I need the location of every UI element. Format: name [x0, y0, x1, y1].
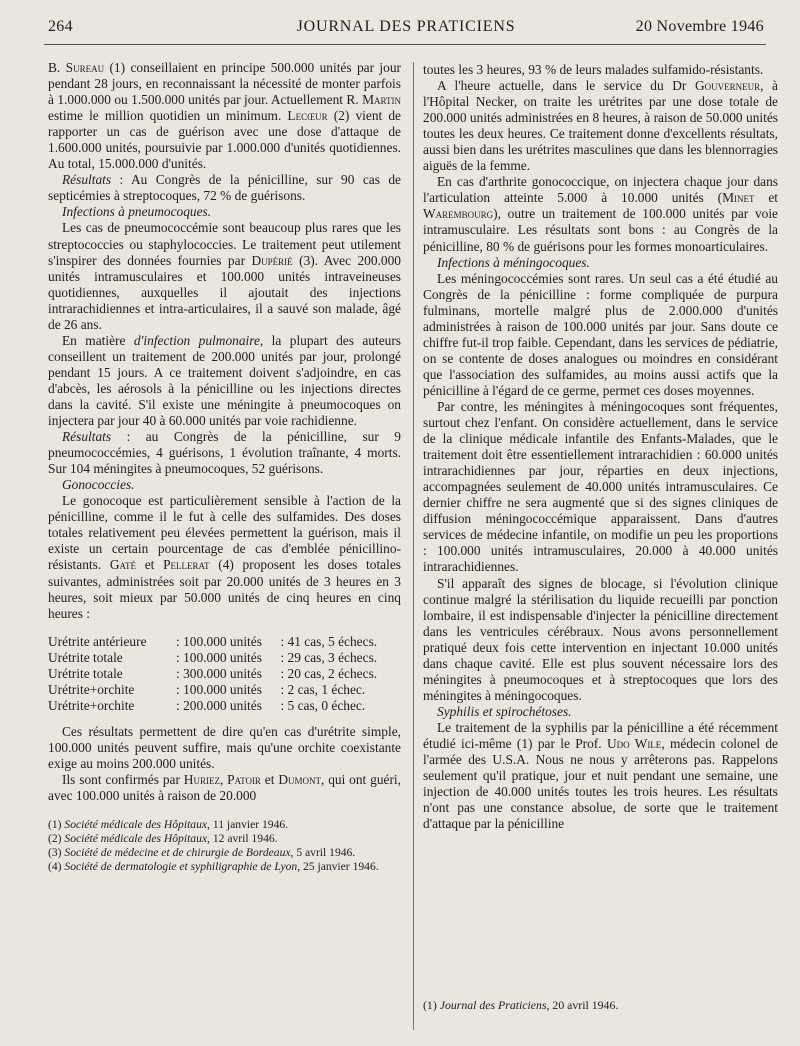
results-paragraph: Résultats : au Congrès de la pénicilline, sur 9 pneumococcémies, 4 guérisons, 1 évolution traînante, 4 morts. Sur 104 méningites à pneumocoques, 52 guérisons. [48, 429, 401, 477]
paragraph: Les méningococcémies sont rares. Un seul cas a été étudié au Congrès de la pénicilline : forme compliquée de purpura fulminans, mortelle malgré plus de 2.000.000 d'unités administrées à raison de 100.000 unités par jour. Sans doute ce chiffre fut-il trop faible. Cependant, dans les services de pédiatrie, on se contente de doses analogues ou moindres en considérant que l'association des sulfamides, au moins aussi actifs que la pénicilline à l'égard de ce germe, permet ces doses moyennes. [423, 270, 778, 398]
paragraph: Par contre, les méningites à méningocoques sont fréquentes, surtout chez l'enfant. On considère actuellement, dans le service de la clinique médicale infantile des Enfants-Malades, que le traitement doit être essentiellement intrarachidien : 60.000 unités intrarachidiennes par jour, réparties en deux injections, accompagnées seulement de 40.000 unités intramusculaires. Ce dernier chiffre ne sera augmenté que si des signes cliniques de diffusion méningococcémique apparaissent. Dans d'autres services de médecine infantile, on modifie un peu les proportions : 100.000 unités intramusculaires, 20.000 à 40.000 unités intrarachidiennes. [423, 398, 778, 575]
header-rule [44, 44, 766, 45]
author-name: Gaté [109, 557, 137, 573]
paragraph: B. Sureau (1) conseillaient en principe 500.000 unités par jour pendant 28 jours, en reconnaissant la nécessité de monter parfois à 1.000.000 ou 1.500.000 unités par jour. Actuellement R. Martin estime le million quotidien un minimum. Lecœur (2) vient de rapporter un cas de guérison avec une dose d'attaque de 1.600.000 unités, poursuivie par 1.000.000 d'unités quotidiennes. Au total, 15.000.000 d'unités. [48, 60, 401, 172]
paragraph: Le gonocoque est particulièrement sensible à l'action de la pénicilline, comme il le fut à celle des sulfamides. Des doses totales relativement peu élevées permettent la guérison, mais il existe un certain pourcentage de cas d'emblée pénicillino-résistants. Gaté et Pellerat (4) proposent les doses totales suivantes, administrées soit par 20.000 unités de 3 heures en 3 heures, soit mieux par 50.000 unités de cinq heures en cinq heures : [48, 493, 402, 621]
section-heading: Gonococcies. [62, 477, 135, 493]
table-row: Urétrite+orchite : 200.000 unités : 5 cas, 0 échec. [48, 697, 366, 713]
author-name: Warembourg [423, 206, 494, 222]
author-name: Lecœur [287, 108, 328, 124]
author-name: Minet [722, 190, 755, 206]
author-name: Martin [362, 92, 401, 108]
paragraph: Les cas de pneumococcémie sont beaucoup plus rares que les streptococcies ou staphylococcies. Le traitement peut utilement s'inspirer des données fournies par Dupérié (3). Avec 200.000 unités intramusculaires et 100.000 unités intraveineuses quotidiennes, auxquelles il ajoutait des injections intrarachidiennes et intra-articulaires, il a sauvé son malade, âgé de 26 ans. [48, 220, 401, 332]
dosage-table [48, 634, 398, 714]
section-heading: Syphilis et spirochétoses. [437, 703, 572, 719]
right-column [423, 62, 778, 832]
table-row: Urétrite totale : 300.000 unités : 20 cas, 2 échecs. [48, 665, 378, 681]
paragraph: Le traitement de la syphilis par la pénicilline a été récemment étudié ici-même (1) par le Prof. Udo Wile, médecin colonel de l'armée des U.S.A. Nous ne nous y arrêterons pas. Rappelons seulement qu'il pratique, jour et nuit pendant une semaine, une injection de 40.000 unités toutes les trois heures. Les résultats n'ont pas une constance absolue, de sorte que le traitement d'attaque par la pénicilline [423, 719, 778, 832]
section-heading: Infections à méningocoques. [437, 254, 590, 270]
author-name: Sureau [65, 60, 105, 75]
author-name: Gouverneur [694, 78, 761, 94]
footnote: (2) Société médicale des Hôpitaux, 12 avril 1946. [48, 832, 278, 846]
results-paragraph: Résultats : Au Congrès de la pénicilline, sur 90 cas de septicémies à streptocoques, 72 % de guérisons. [48, 172, 401, 204]
paragraph: Ils sont confirmés par Huriez, Patoir et Dumont, qui ont guéri, avec 100.000 unités à raison de 20.000 [48, 771, 401, 803]
page-header [48, 14, 764, 40]
paragraph: En matière d'infection pulmonaire, la plupart des auteurs conseillent un traitement de 200.000 unités par jour, prolongé pendant 15 jours. A ce traitement doivent s'adjoindre, en cas d'abcès, les aérosols à la pénicilline ou les injections directes dans la cavité. S'il existe une méningite à pneumocoques on injectera par jour 40 à 60.000 unités par voie rachidienne. [48, 332, 402, 429]
table-row: Urétrite totale : 100.000 unités : 29 cas, 3 échecs. [48, 649, 378, 665]
journal-title: JOURNAL DES PRATICIENS [296, 18, 516, 35]
paragraph: En cas d'arthrite gonococcique, on injectera chaque jour dans l'articulation atteinte 5.000 à 10.000 unités (Minet et Warembourg), outre un traitement de 100.000 unités par voie intramusculaire. Les résultats sont bons : au Congrès de la pénicilline, 80 % de guérisons pour les formes monoarticulaires. [423, 174, 778, 254]
author-name: Pellerat [163, 557, 210, 573]
paragraph: A l'heure actuelle, dans le service du Dr Gouverneur, à l'Hôpital Necker, on traite les urétrites par une dose totale de 200.000 unités administrées en 8 heures, à raison de 50.000 unités toutes les deux heures. Ce traitement donne d'excellents résultats, aussi bien dans les urétrites masculines que dans les blennorragies aiguës de la femme. [423, 78, 778, 174]
footnote: (3) Société de médecine et de chirurgie de Bordeaux, 5 avril 1946. [48, 846, 356, 860]
paragraph: S'il apparaît des signes de blocage, si l'évolution clinique continue malgré la stérilisation du liquide recueilli par ponction lombaire, il est indispensable d'injecter la pénicilline directement dans les ventricules cérébraux. Nous avons personnellement pratiqué deux fois cette intervention en injectant 10.000 unités dans chaque cavité. Elle est plus souvent nécessaire lors des méningites à pneumocoques et à streptocoques que lors des méningites à méningocoques. [423, 575, 778, 703]
author-name: Patoir [227, 771, 261, 787]
footnote: (4) Société de dermatologie et syphiligraphie de Lyon, 25 janvier 1946. [48, 860, 379, 874]
author-name: Udo Wile [606, 735, 662, 751]
section-heading: Infections à pneumocoques. [62, 204, 212, 220]
left-column [48, 60, 401, 875]
paragraph: Ces résultats permettent de dire qu'en cas d'urétrite simple, 100.000 unités peuvent suffire, mais qu'une orchite coexistante exige au moins 200.000 unités. [48, 723, 401, 771]
footnote: (1) Société médicale des Hôpitaux, 11 janvier 1946. [48, 817, 289, 831]
table-row: Urétrite antérieure : 100.000 unités : 41 cas, 5 échecs. [48, 633, 378, 649]
page-number: 264 [48, 18, 73, 35]
issue-date: 20 Novembre 1946 [635, 18, 764, 35]
table-row: Urétrite+orchite : 100.000 unités : 2 cas, 1 échec. [48, 681, 366, 697]
paragraph: toutes les 3 heures, 93 % de leurs malades sulfamido-résistants. [423, 62, 764, 77]
right-footnote: (1) Journal des Praticiens, 20 avril 1946. [423, 998, 619, 1012]
author-name: Dumont [278, 771, 321, 787]
column-divider [413, 62, 414, 1030]
author-name: Huriez [183, 771, 220, 787]
author-name: Dupérié [251, 252, 293, 268]
footnotes [48, 818, 401, 875]
